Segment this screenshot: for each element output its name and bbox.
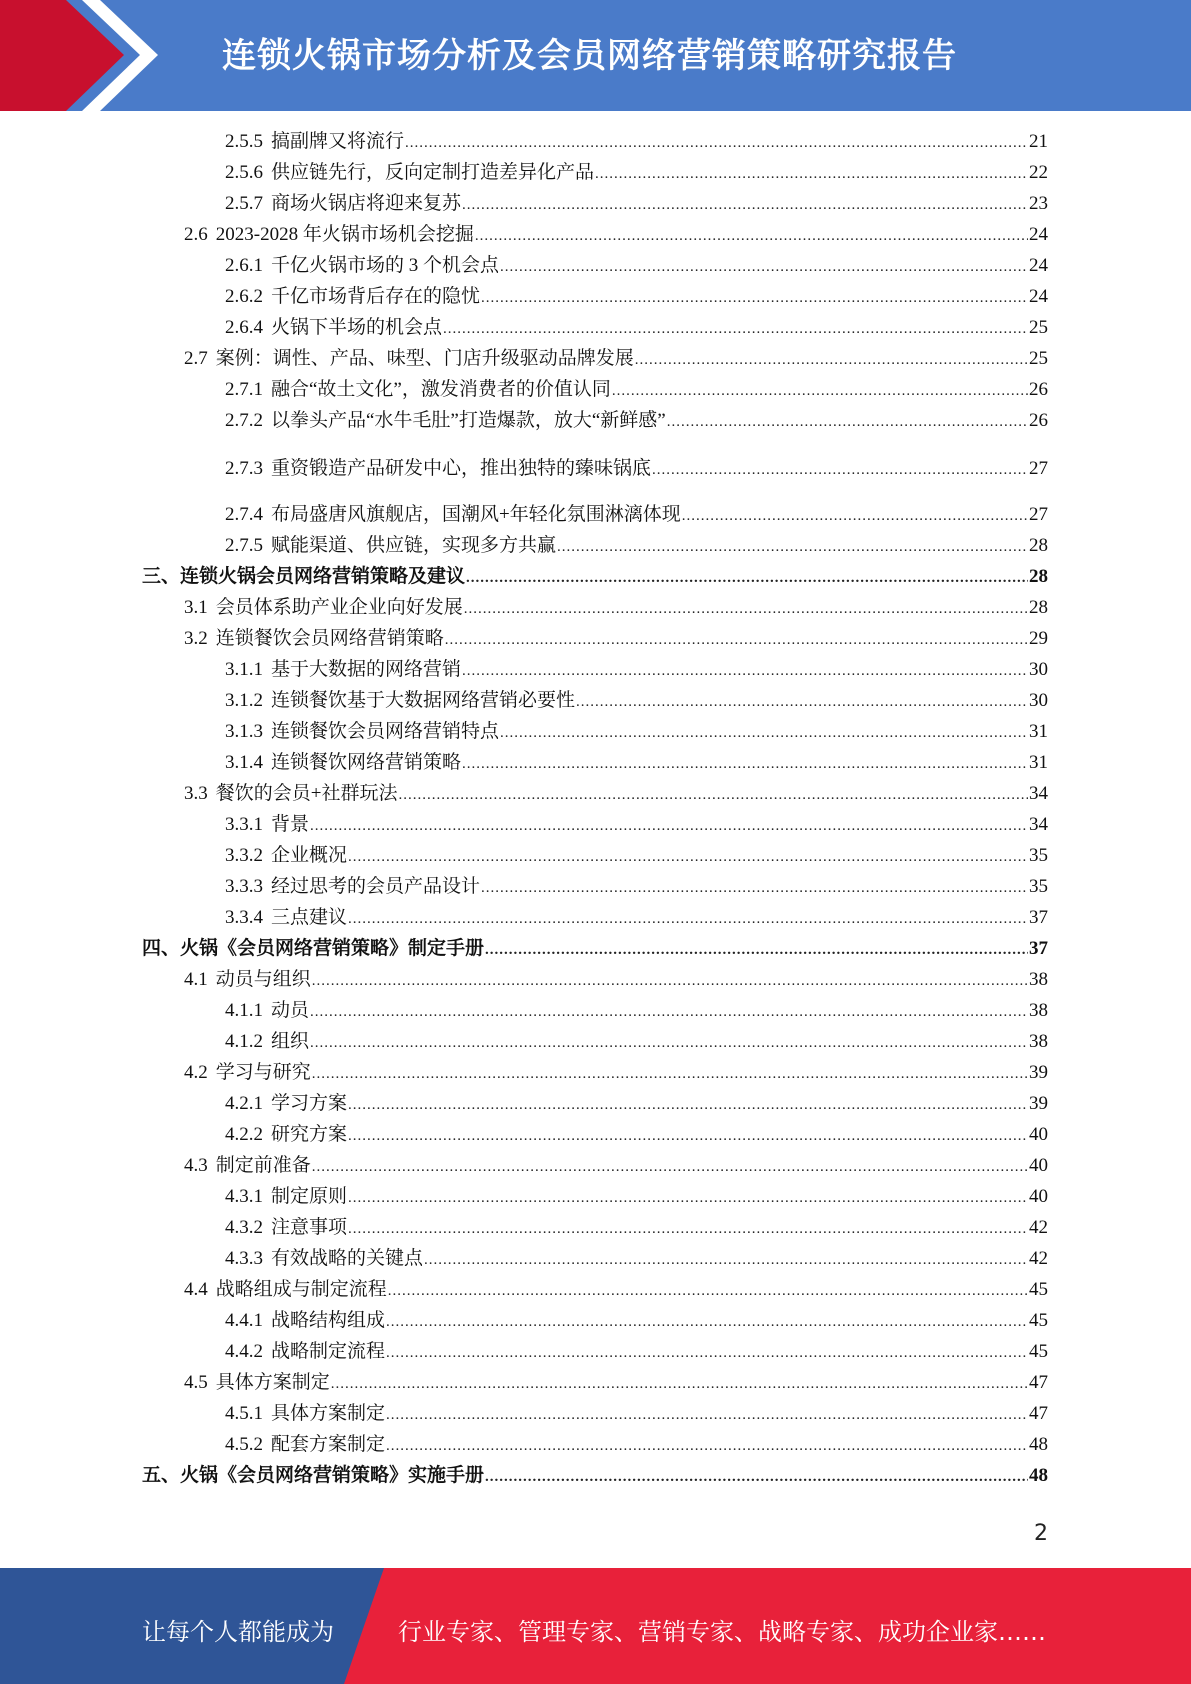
toc-entry-number: 4.4.2	[225, 1341, 263, 1362]
toc-entry[interactable]	[225, 1340, 1048, 1364]
toc-entry-title: 制定原则	[271, 1186, 348, 1207]
toc-entry-page: 40	[1029, 1186, 1048, 1207]
toc-leader-dots	[462, 752, 1028, 776]
toc-entry-number: 2.7.2	[225, 410, 263, 431]
footer-slogan: 让每个人都能成为	[142, 1618, 334, 1646]
toc-entry[interactable]	[225, 409, 1048, 433]
toc-entry[interactable]	[225, 906, 1048, 930]
toc-entry-title: 火锅《会员网络营销策略》实施手册	[180, 1465, 485, 1486]
toc-entry-number: 3.1.4	[225, 752, 263, 773]
toc-entry[interactable]	[184, 347, 1048, 371]
toc-entry-page: 24	[1029, 286, 1048, 307]
toc-entry-title: 以拳头产品“水牛毛肚”打造爆款，放大“新鲜感”	[271, 410, 666, 431]
toc-entry[interactable]	[184, 1061, 1048, 1085]
toc-entry-page: 39	[1029, 1062, 1048, 1083]
toc-leader-dots	[388, 1279, 1028, 1303]
toc-entry-title: 配套方案制定	[271, 1434, 386, 1455]
toc-entry-page: 31	[1029, 752, 1048, 773]
toc-entry[interactable]	[225, 1247, 1048, 1271]
toc-entry-title: 制定前准备	[215, 1155, 311, 1176]
toc-leader-dots	[312, 1062, 1028, 1086]
toc-entry-page: 27	[1029, 504, 1048, 525]
toc-entry[interactable]	[225, 161, 1048, 185]
toc-entry-title: 有效战略的关键点	[271, 1248, 424, 1269]
toc-entry-page: 47	[1029, 1372, 1048, 1393]
toc-entry-number: 2.5.7	[225, 193, 263, 214]
toc-leader-dots	[331, 1372, 1028, 1396]
toc-entry-number: 2.7.4	[225, 504, 263, 525]
toc-entry-title: 组织	[271, 1031, 310, 1052]
toc-leader-dots	[612, 379, 1028, 403]
toc-entry[interactable]	[225, 1309, 1048, 1333]
toc-entry-title: 火锅下半场的机会点	[271, 317, 443, 338]
toc-leader-dots	[312, 969, 1028, 993]
toc-entry-page: 23	[1029, 193, 1048, 214]
toc-entry-number: 4.1	[184, 969, 208, 990]
footer-roles: 行业专家、管理专家、营销专家、战略专家、成功企业家……	[398, 1618, 1046, 1646]
toc-leader-dots	[464, 597, 1028, 621]
toc-entry-page: 42	[1029, 1217, 1048, 1238]
toc-entry-number: 三、	[142, 566, 181, 587]
toc-entry[interactable]	[225, 999, 1048, 1023]
toc-entry[interactable]	[225, 316, 1048, 340]
toc-leader-dots	[348, 845, 1028, 869]
toc-entry-number: 4.4.1	[225, 1310, 263, 1331]
toc-entry-title: 学习与研究	[215, 1062, 311, 1083]
toc-leader-dots	[485, 1465, 1028, 1489]
toc-entry-title: 连锁火锅会员网络营销策略及建议	[180, 566, 466, 587]
toc-entry-title: 学习方案	[271, 1093, 348, 1114]
toc-entry-page: 21	[1029, 131, 1048, 152]
toc-leader-dots	[475, 224, 1028, 248]
toc-leader-dots	[462, 659, 1028, 683]
toc-leader-dots	[576, 690, 1028, 714]
toc-entry-number: 2.7.5	[225, 535, 263, 556]
toc-leader-dots	[682, 504, 1028, 528]
toc-entry[interactable]	[225, 844, 1048, 868]
toc-leader-dots	[348, 1093, 1028, 1117]
toc-entry-number: 3.1	[184, 597, 208, 618]
toc-entry[interactable]	[225, 1123, 1048, 1147]
toc-entry-title: 供应链先行，反向定制打造差异化产品	[271, 162, 595, 183]
toc-leader-dots	[667, 410, 1028, 434]
toc-entry[interactable]	[225, 254, 1048, 278]
toc-leader-dots	[445, 628, 1028, 652]
toc-entry-number: 3.1.2	[225, 690, 263, 711]
toc-leader-dots	[443, 317, 1028, 341]
toc-entry-page: 35	[1029, 845, 1048, 866]
toc-entry-title: 火锅《会员网络营销策略》制定手册	[180, 938, 485, 959]
toc-entry-title: 重资锻造产品研发中心，推出独特的臻味锅底	[271, 458, 652, 479]
toc-entry[interactable]	[225, 658, 1048, 682]
toc-entry-number: 2.6.1	[225, 255, 263, 276]
toc-entry-page: 37	[1029, 938, 1048, 959]
toc-entry-page: 40	[1029, 1155, 1048, 1176]
toc-entry-number: 2.5.5	[225, 131, 263, 152]
toc-entry-page: 45	[1029, 1310, 1048, 1331]
toc-entry-number: 3.3.2	[225, 845, 263, 866]
toc-entry-page: 48	[1029, 1434, 1048, 1455]
toc-entry-title: 企业概况	[271, 845, 348, 866]
toc-entry-number: 3.1.1	[225, 659, 263, 680]
toc-leader-dots	[386, 1310, 1028, 1334]
footer-banner	[0, 1568, 1191, 1684]
toc-entry-title: 千亿火锅市场的 3 个机会点	[271, 255, 500, 276]
toc-entry-page: 37	[1029, 907, 1048, 928]
toc-entry[interactable]	[184, 1278, 1048, 1302]
toc-entry-title: 案例：调性、产品、味型、门店升级驱动品牌发展	[215, 348, 634, 369]
toc-entry-title: 连锁餐饮基于大数据网络营销必要性	[271, 690, 576, 711]
toc-entry[interactable]	[225, 1092, 1048, 1116]
toc-entry-title: 基于大数据的网络营销	[271, 659, 462, 680]
toc-entry[interactable]	[225, 503, 1048, 527]
toc-entry[interactable]	[184, 223, 1048, 247]
toc-entry[interactable]	[225, 192, 1048, 216]
toc-leader-dots	[386, 1341, 1028, 1365]
toc-entry[interactable]	[225, 285, 1048, 309]
toc-leader-dots	[348, 907, 1028, 931]
toc-entry-page: 38	[1029, 969, 1048, 990]
toc-entry-page: 39	[1029, 1093, 1048, 1114]
toc-entry[interactable]	[184, 1154, 1048, 1178]
toc-entry-title: 商场火锅店将迎来复苏	[271, 193, 462, 214]
toc-entry[interactable]	[225, 534, 1048, 558]
toc-leader-dots	[310, 814, 1028, 838]
toc-entry-page: 30	[1029, 690, 1048, 711]
toc-entry-title: 会员体系助产业企业向好发展	[215, 597, 463, 618]
toc-entry-page: 24	[1029, 255, 1048, 276]
toc-entry[interactable]	[225, 720, 1048, 744]
toc-entry-title: 研究方案	[271, 1124, 348, 1145]
toc-entry-number: 4.3.2	[225, 1217, 263, 1238]
toc-entry-page: 47	[1029, 1403, 1048, 1424]
toc-entry[interactable]	[225, 875, 1048, 899]
toc-entry-number: 2.6.2	[225, 286, 263, 307]
toc-entry-title: 具体方案制定	[271, 1403, 386, 1424]
toc-entry-page: 26	[1029, 410, 1048, 431]
toc-entry-number: 3.3.1	[225, 814, 263, 835]
toc-leader-dots	[310, 1000, 1028, 1024]
toc-entry[interactable]	[225, 1433, 1048, 1457]
toc-entry-number: 3.3.3	[225, 876, 263, 897]
toc-entry-number: 4.2.1	[225, 1093, 263, 1114]
toc-leader-dots	[405, 131, 1028, 155]
toc-entry[interactable]	[184, 627, 1048, 651]
toc-entry[interactable]	[225, 1216, 1048, 1240]
toc-leader-dots	[348, 1217, 1028, 1241]
toc-entry[interactable]	[225, 1030, 1048, 1054]
toc-entry-page: 31	[1029, 721, 1048, 742]
toc-leader-dots	[348, 1186, 1028, 1210]
toc-entry-title: 动员	[271, 1000, 310, 1021]
toc-entry-number: 2.6.4	[225, 317, 263, 338]
toc-entry-page: 28	[1029, 597, 1048, 618]
toc-leader-dots	[595, 162, 1028, 186]
toc-entry-number: 4.1.1	[225, 1000, 263, 1021]
toc-leader-dots	[312, 1155, 1028, 1179]
toc-entry-title: 三点建议	[271, 907, 348, 928]
toc-leader-dots	[635, 348, 1028, 372]
toc-entry-number: 4.4	[184, 1279, 208, 1300]
toc-entry-number: 4.5.2	[225, 1434, 263, 1455]
toc-entry-page: 27	[1029, 458, 1048, 479]
toc-entry-page: 45	[1029, 1341, 1048, 1362]
toc-entry-page: 29	[1029, 628, 1048, 649]
toc-entry[interactable]	[225, 1185, 1048, 1209]
toc-entry-page: 34	[1029, 783, 1048, 804]
toc-entry-title: 具体方案制定	[215, 1372, 330, 1393]
toc-entry-number: 2.7.1	[225, 379, 263, 400]
toc-entry-title: 2023-2028 年火锅市场机会挖掘	[215, 224, 474, 245]
toc-entry-title: 背景	[271, 814, 310, 835]
toc-entry-page: 22	[1029, 162, 1048, 183]
toc-entry-number: 4.2	[184, 1062, 208, 1083]
toc-entry-title: 连锁餐饮会员网络营销策略	[215, 628, 444, 649]
toc-entry-page: 25	[1029, 348, 1048, 369]
toc-entry-page: 40	[1029, 1124, 1048, 1145]
toc-entry-page: 48	[1029, 1465, 1048, 1486]
toc-entry-number: 4.3.3	[225, 1248, 263, 1269]
toc-entry[interactable]	[225, 378, 1048, 402]
toc-leader-dots	[398, 783, 1028, 807]
toc-entry-title: 融合“故土文化”，激发消费者的价值认同	[271, 379, 611, 400]
toc-entry[interactable]	[142, 565, 1048, 589]
toc-leader-dots	[386, 1403, 1028, 1427]
toc-leader-dots	[481, 876, 1028, 900]
toc-entry-number: 2.6	[184, 224, 208, 245]
toc-entry-number: 4.3	[184, 1155, 208, 1176]
toc-entry-page: 38	[1029, 1000, 1048, 1021]
header-banner	[0, 0, 1191, 111]
toc-entry-number: 3.1.3	[225, 721, 263, 742]
page-number: 2	[1034, 1521, 1048, 1546]
header-arrow-icon	[0, 0, 160, 111]
toc-entry-title: 赋能渠道、供应链，实现多方共赢	[271, 535, 557, 556]
toc-entry-title: 战略结构组成	[271, 1310, 386, 1331]
toc-entry-page: 45	[1029, 1279, 1048, 1300]
toc-entry-number: 4.2.2	[225, 1124, 263, 1145]
toc-leader-dots	[348, 1124, 1028, 1148]
toc-leader-dots	[310, 1031, 1028, 1055]
toc-entry-number: 4.3.1	[225, 1186, 263, 1207]
toc-entry-title: 动员与组织	[215, 969, 311, 990]
toc-leader-dots	[466, 566, 1028, 590]
toc-entry-title: 布局盛唐风旗舰店，国潮风+年轻化氛围淋漓体现	[271, 504, 681, 525]
toc-entry-page: 42	[1029, 1248, 1048, 1269]
toc-entry-number: 2.7.3	[225, 458, 263, 479]
toc-leader-dots	[652, 458, 1028, 482]
toc-entry-page: 25	[1029, 317, 1048, 338]
toc-entry[interactable]	[184, 1371, 1048, 1395]
toc-entry-page: 38	[1029, 1031, 1048, 1052]
toc-entry-number: 4.5.1	[225, 1403, 263, 1424]
toc-entry-title: 搞副牌又将流行	[271, 131, 405, 152]
toc-entry[interactable]	[142, 1464, 1048, 1488]
toc-entry-page: 34	[1029, 814, 1048, 835]
toc-entry-number: 4.5	[184, 1372, 208, 1393]
toc-entry[interactable]	[225, 813, 1048, 837]
toc-entry[interactable]	[184, 782, 1048, 806]
toc-leader-dots	[481, 286, 1028, 310]
toc-entry-number: 3.3	[184, 783, 208, 804]
toc-entry-number: 3.2	[184, 628, 208, 649]
toc-entry-number: 4.1.2	[225, 1031, 263, 1052]
toc-entry-number: 四、	[142, 938, 181, 959]
toc-entry-number: 2.7	[184, 348, 208, 369]
toc-entry-title: 千亿市场背后存在的隐忧	[271, 286, 481, 307]
toc-entry[interactable]	[225, 457, 1048, 481]
toc-entry-title: 连锁餐饮网络营销策略	[271, 752, 462, 773]
toc-entry[interactable]	[184, 596, 1048, 620]
toc-leader-dots	[424, 1248, 1028, 1272]
toc-entry[interactable]	[142, 937, 1048, 961]
toc-entry-number: 3.3.4	[225, 907, 263, 928]
toc-entry-page: 35	[1029, 876, 1048, 897]
toc-leader-dots	[485, 938, 1028, 962]
toc-entry-title: 餐饮的会员+社群玩法	[215, 783, 398, 804]
toc-entry[interactable]	[184, 968, 1048, 992]
toc-leader-dots	[462, 193, 1028, 217]
toc-entry-title: 注意事项	[271, 1217, 348, 1238]
toc-entry-page: 30	[1029, 659, 1048, 680]
report-title: 连锁火锅市场分析及会员网络营销策略研究报告	[222, 36, 957, 76]
toc-entry-title: 战略制定流程	[271, 1341, 386, 1362]
toc-entry-title: 连锁餐饮会员网络营销特点	[271, 721, 500, 742]
toc-entry-page: 26	[1029, 379, 1048, 400]
toc-entry-page: 24	[1029, 224, 1048, 245]
toc-entry[interactable]	[225, 689, 1048, 713]
toc-entry-number: 2.5.6	[225, 162, 263, 183]
toc-entry[interactable]	[225, 130, 1048, 154]
toc-entry[interactable]	[225, 1402, 1048, 1426]
toc-leader-dots	[500, 721, 1028, 745]
toc-entry-page: 28	[1029, 566, 1048, 587]
toc-entry-title: 经过思考的会员产品设计	[271, 876, 481, 897]
toc-leader-dots	[386, 1434, 1028, 1458]
toc-entry[interactable]	[225, 751, 1048, 775]
toc-entry-page: 28	[1029, 535, 1048, 556]
toc-leader-dots	[557, 535, 1028, 559]
toc-entry-title: 战略组成与制定流程	[215, 1279, 387, 1300]
toc-entry-number: 五、	[142, 1465, 181, 1486]
toc-leader-dots	[500, 255, 1028, 279]
